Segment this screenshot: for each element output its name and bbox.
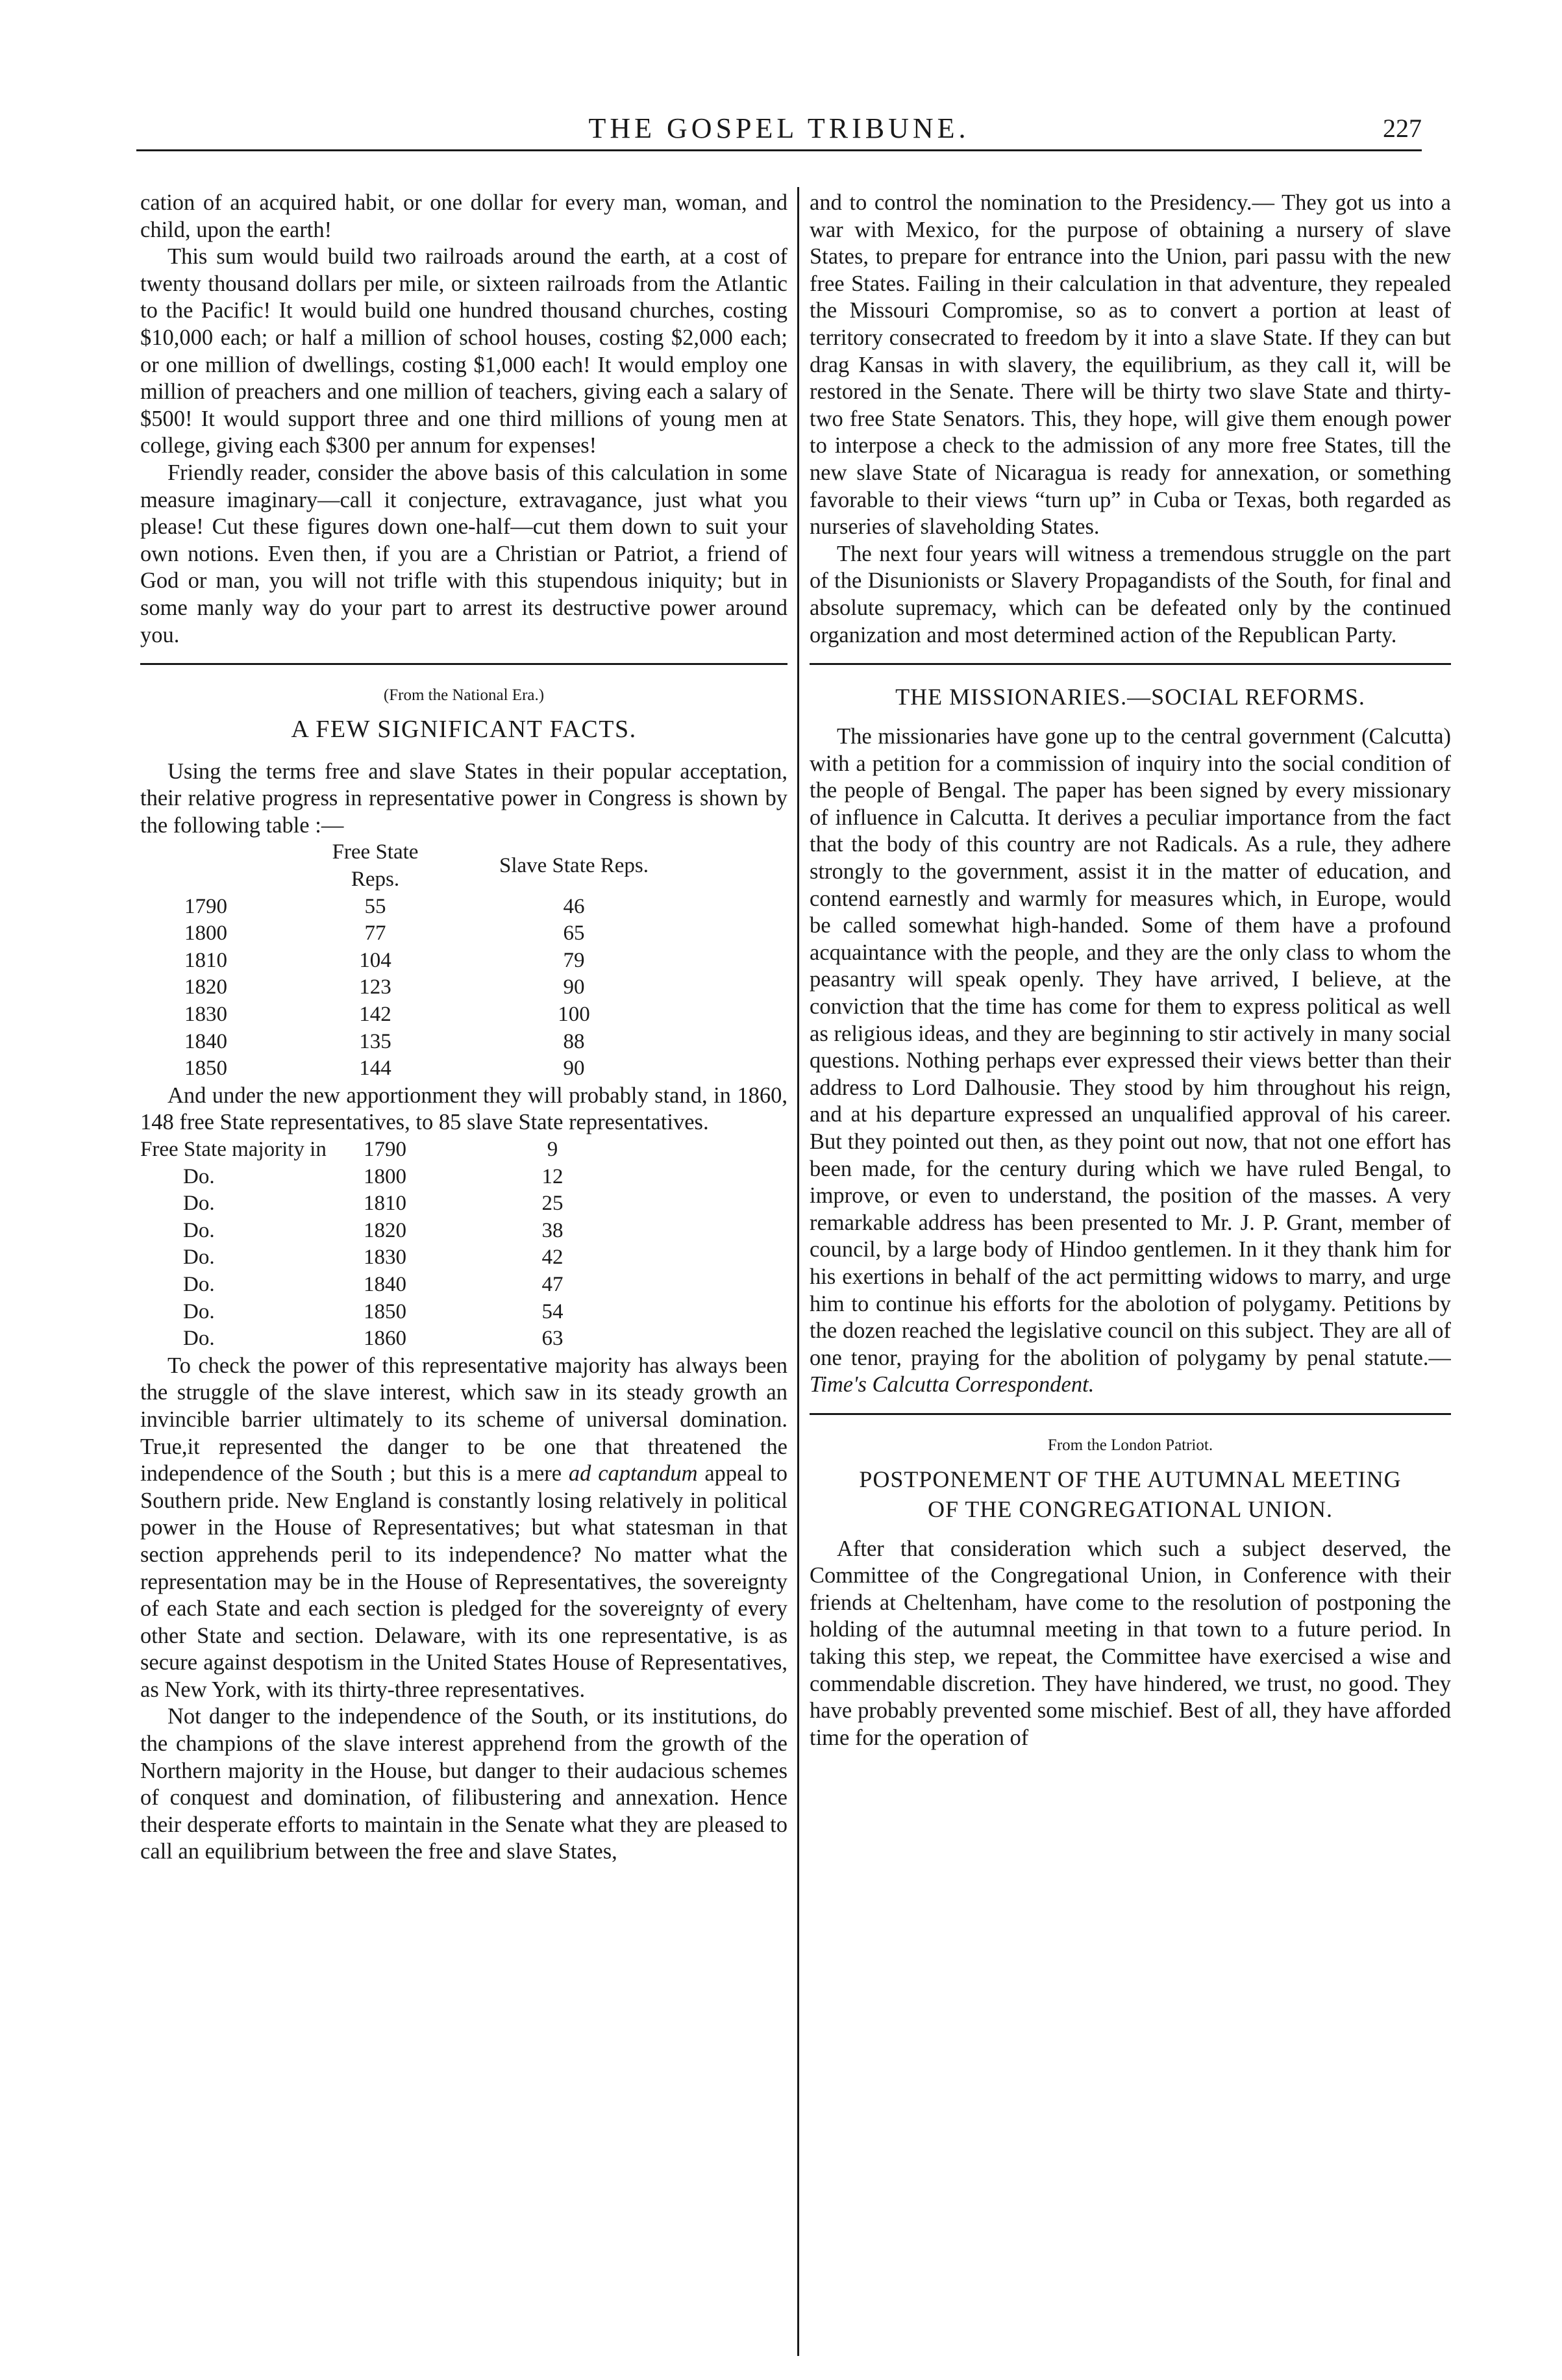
paragraph: Using the terms free and slave States in their popular acceptation, their relative progress in representative power in Congress is shown by the following table :— [140, 758, 787, 838]
italic-phrase: ad captandum [568, 1461, 698, 1486]
table-cell: 1830 [364, 1246, 406, 1270]
table-cell: Do. [183, 1327, 215, 1351]
table-header [140, 839, 318, 893]
article-title: THE MISSIONARIES.—SOCIAL REFORMS. [895, 684, 1365, 710]
table-row [140, 1001, 715, 1029]
table-row [140, 1136, 601, 1164]
table-row [140, 1218, 601, 1245]
article-title-line: OF THE CONGREGATIONAL UNION. [928, 1496, 1333, 1522]
article-title: A FEW SIGNIFICANT FACTS. [291, 715, 637, 743]
table-cell: 1840 [184, 1029, 227, 1053]
table-cell: 46 [563, 894, 585, 918]
text-run: The missionaries have gone up to the central government (Calcutta) with a petition for a commission of inquiry into the social condition of the people of Bengal. The paper has been signed by every missionary of influence in Calcutta. It derives a peculiar importance from the fact that the body of this country are not Radicals. As a rule, they adhere strongly to the government, assist it in the matter of education, and contend earnestly and warmly for measures which, in Europe, would be called somewhat high-handed. Some of them have a profound acquaintance with the people, and they are the only class to whom the peasantry will speak openly. They have arrived, I believe, at the conviction that the time has come for them to express political as well as religious ideas, and they are beginning to stir actively in many social questions. Nothing perhaps ever expressed their views better than their address to Lord Dalhousie. They stood by him throughout his reign, and at his departure expressed an unqualified approval of his career. But they pointed out then, as they point out now, that not one effort has been made, for the century during which we have ruled Bengal, to improve, or even to understand, the position of the masses. A very remarkable address has been presented to Mr. J. P. Grant, member of council, by a large body of Hindoo gentlemen. In it they thank him for his exertions in behalf of the act permitting widows to marry, and urge him to continue his efforts for the abolotion of polygamy. Petitions by the dozen reached the legislative council on this subject. They are all of one tenor, praying for the abolition of polygamy by penal statute.— [810, 724, 1451, 1370]
table-cell: 90 [563, 1057, 585, 1081]
table-cell: 25 [541, 1192, 564, 1216]
table-cell: 42 [541, 1246, 564, 1270]
table-cell: 9 [547, 1138, 558, 1161]
table-row [140, 1190, 601, 1218]
table-cell: 144 [359, 1057, 391, 1081]
table-cell: 38 [541, 1218, 564, 1242]
table-row [140, 894, 715, 921]
table-cell: Do. [183, 1299, 215, 1323]
table-row [140, 974, 715, 1001]
paragraph [140, 1353, 787, 1704]
table-cell: Do. [183, 1272, 215, 1296]
table-cell: 63 [541, 1327, 564, 1351]
table-cell: Do. [183, 1192, 215, 1216]
table-row [140, 1164, 601, 1191]
table-cell: 77 [364, 921, 386, 946]
table-cell: 1810 [364, 1192, 406, 1216]
publication-title: THE GOSPEL TRIBUNE. [588, 112, 970, 144]
table-cell: 1820 [364, 1218, 406, 1242]
table-cell: Do. [183, 1218, 215, 1242]
left-column [140, 190, 787, 2354]
article-credit: From the London Patriot. [1047, 1436, 1213, 1454]
section-divider [810, 1413, 1451, 1415]
majority-table [140, 1136, 601, 1353]
table-cell: Do. [183, 1164, 215, 1188]
paragraph: The next four years will witness a tremendous struggle on the part of the Disunionists or Slavery Propagandists of the South, for final and absolute supremacy, which can be defeated only by the continued organization and most determined action of the Republican Party. [810, 541, 1451, 647]
table-cell: 54 [541, 1299, 564, 1323]
table-cell: Free State majority in [140, 1138, 327, 1161]
table-header: Free State Reps. [332, 840, 419, 892]
table-cell: 1790 [364, 1138, 406, 1161]
table-row [140, 1029, 715, 1056]
paragraph: After that consideration which such a subject deserved, the Committee of the Congregational Union, in Conference with their friends at Cheltenham, have come to the resolution of postponing the holding of the autumnal meeting in that town to a future period. In taking this step, we repeat, the Committee have exercised a wise and commendable discretion. They have hindered, we trust, no good. They have probably prevented some mischief. Best of all, they have afforded time for the operation of [810, 1536, 1451, 1750]
table-row [140, 1299, 601, 1326]
table-header: Slave State Reps. [499, 854, 649, 878]
table-cell: 55 [364, 894, 386, 918]
table-row [140, 1244, 601, 1271]
page-header [136, 109, 1422, 151]
table-cell: 1800 [364, 1164, 406, 1188]
table-cell: 1850 [364, 1299, 406, 1323]
table-cell: 1830 [184, 1003, 227, 1027]
paragraph: This sum would build two railroads around the earth, at a cost of twenty thousand dollars per mile, or sixteen railroads from the Atlantic to the Pacific! It would build one hundred thousand churches, costing $10,000 each; or half a million of school houses, costing $2,000 each; or one million of dwellings, costing $1,000 each! It would employ one million of preachers and one million of teachers, giving each a salary of $500! It would support three and one third millions of young men at college, giving each $300 per annum for expenses! [140, 244, 787, 458]
text-run: appeal to Southern pride. New England is constantly losing relatively in political power in the House of Representatives; but what statesman in that section apprehends peril to its independence? No matter what the representation may be in the House of Representatives, the sovereignty of each State and each section is pledged for the sovereignty of every other State and section. Delaware, with its one representative, is as secure against despotism in the United States House of Representatives, as New York, with its thirty-three representatives. [140, 1461, 787, 1702]
table-row [140, 1271, 601, 1299]
table-cell: 123 [359, 975, 391, 999]
paragraph: Friendly reader, consider the above basis of this calculation in some measure imaginary—call it conjecture, extravagance, just what you please! Cut these figures down one-half—cut them down to suit your own notions. Even then, if you are a Christian or Patriot, a friend of God or man, you will not trifle with this stupendous iniquity; but in some manly way do your part to arrest its destructive power around you. [140, 460, 787, 647]
table-cell: 1790 [184, 894, 227, 918]
table-cell: 142 [359, 1003, 391, 1027]
text-run: To check the power of this representative majority has always been the struggle of the slave interest, which saw in its steady growth an invincible barrier ultimately to its scheme of universal domination. True,it represented the danger to be one that threatened the independence of the South ; but this is a mere [140, 1353, 787, 1486]
page-number: 227 [1383, 114, 1422, 143]
column-divider [797, 187, 799, 2356]
article-title-line: POSTPONEMENT OF THE AUTUMNAL MEETING [859, 1466, 1402, 1492]
paragraph [810, 723, 1451, 1399]
table-row [140, 920, 715, 947]
table-cell: Do. [183, 1246, 215, 1270]
table-cell: 47 [541, 1272, 564, 1296]
table-header-row [140, 839, 715, 893]
table-cell: 1860 [364, 1327, 406, 1351]
article-credit: (From the National Era.) [383, 686, 545, 705]
table-cell: 1850 [184, 1057, 227, 1081]
table-cell: 100 [558, 1003, 590, 1027]
table-cell: 1800 [184, 921, 227, 946]
paragraph: Not danger to the independence of the South, or its institutions, do the champions of the slave interest apprehend from the growth of the Northern majority in the House, but danger to their audacious schemes of conquest and domination, of filibustering and annexation. Hence their desperate efforts to maintain in the Senate what they are pleased to call an equilibrium between the free and slave States, [140, 1704, 787, 1864]
table-cell: 135 [359, 1029, 391, 1053]
table-row [140, 1055, 715, 1083]
table-cell: 1820 [184, 975, 227, 999]
table-cell: 104 [359, 948, 391, 972]
representation-table [140, 839, 715, 1082]
table-cell: 12 [541, 1164, 564, 1188]
table-row [140, 1325, 601, 1353]
section-divider [810, 663, 1451, 665]
paragraph: And under the new apportionment they will probably stand, in 1860, 148 free State representatives, to 85 slave State representatives. [140, 1083, 787, 1135]
table-row [140, 947, 715, 975]
table-cell: 88 [563, 1029, 585, 1053]
table-cell: 90 [563, 975, 585, 999]
right-column [810, 190, 1451, 2354]
table-cell: 65 [563, 921, 585, 946]
article-signature: Time's Calcutta Correspondent. [810, 1372, 1095, 1397]
paragraph: and to control the nomination to the Presidency.— They got us into a war with Mexico, for the purpose of obtaining a nursery of slave States, to prepare for entrance into the Union, pari passu with the new free States. Failing in their calculation in that adventure, they repealed the Missouri Compromise, so as to convert a portion at least of territory consecrated to freedom by it into a slave State. If they can but drag Kansas in with slavery, the equilibrium, as they call it, will be restored in the Senate. There will be thirty two slave State and thirty-two free State Senators. This, they hope, will give them enough power to interpose a check to the admission of any more free States, till the new slave State of Nicaragua is ready for annexation, or something favorable to their views “turn up” in Cuba or Texas, both regarded as nurseries of slaveholding States. [810, 190, 1451, 540]
table-cell: 1810 [184, 948, 227, 972]
paragraph: cation of an acquired habit, or one dollar for every man, woman, and child, upon the earth! [140, 190, 787, 242]
section-divider [140, 663, 787, 665]
table-cell: 1840 [364, 1272, 406, 1296]
table-cell: 79 [563, 948, 585, 972]
